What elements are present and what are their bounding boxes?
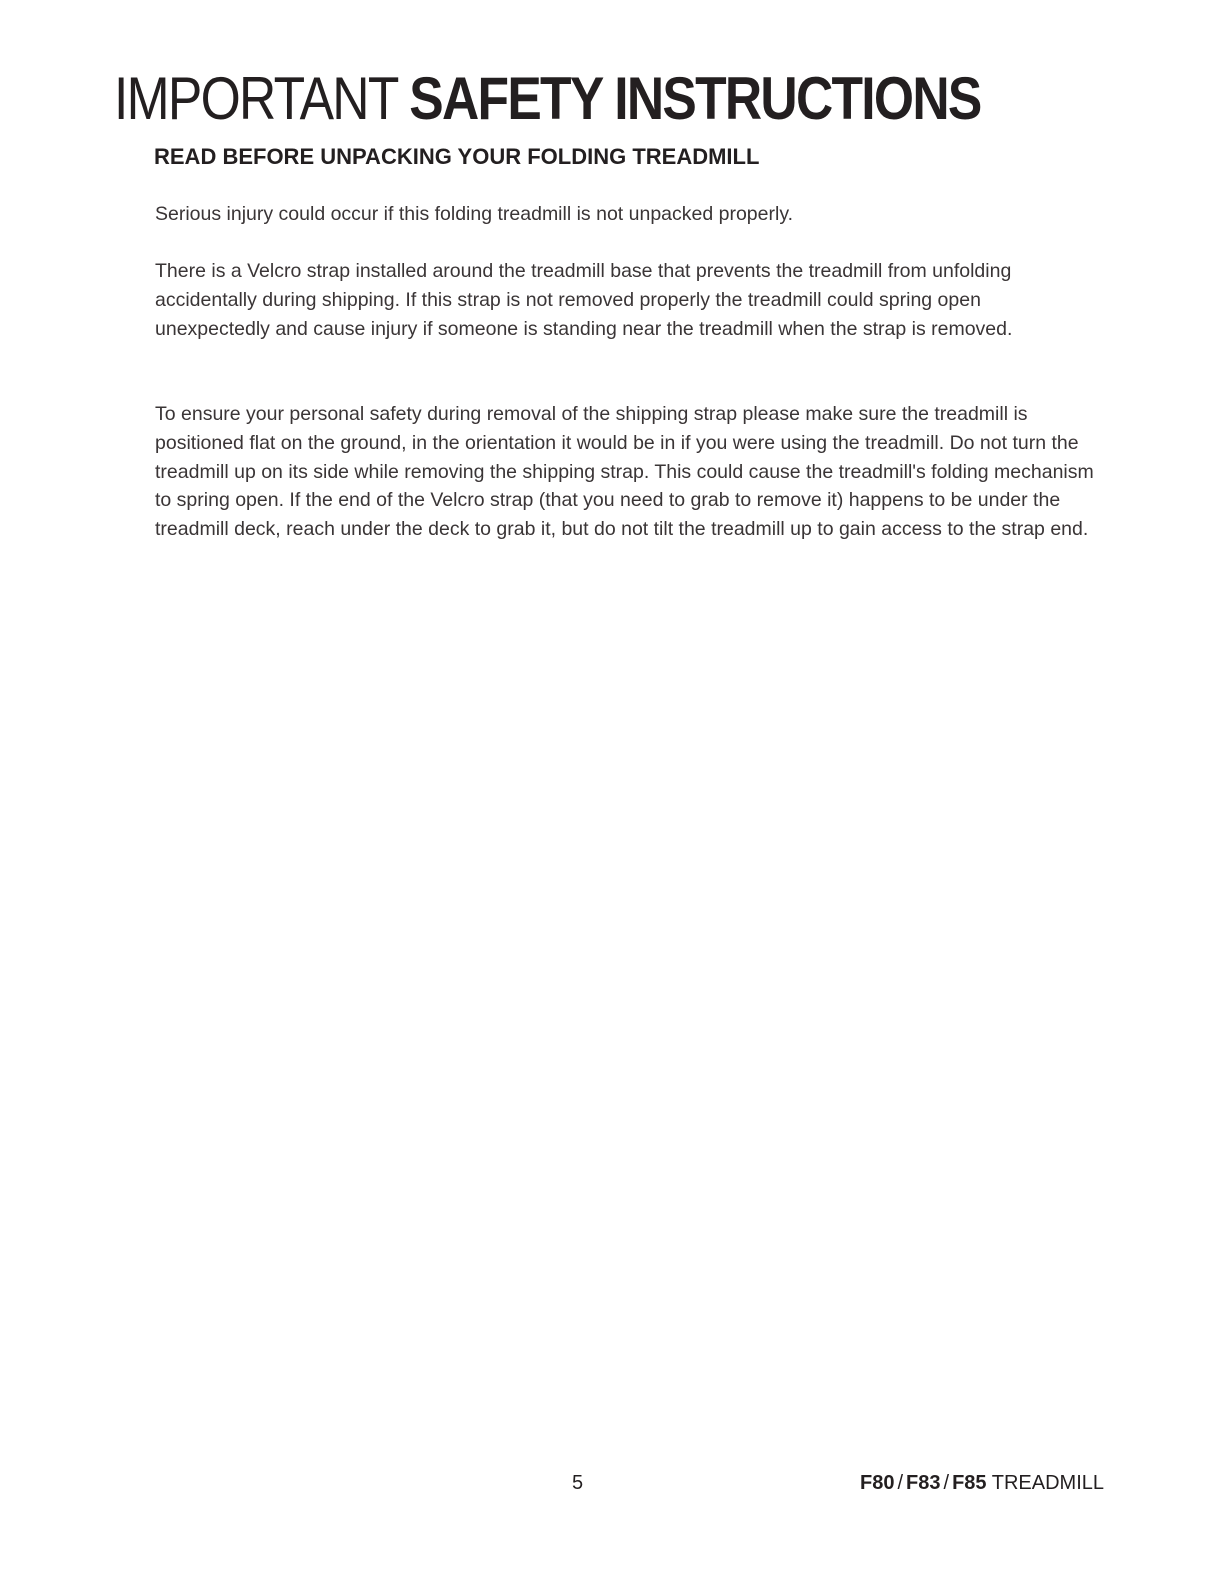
model-f83: F83 xyxy=(906,1472,941,1494)
paragraph-velcro-strap: There is a Velcro strap installed around the treadmill base that prevents the treadmill from unfolding accidentally during shipping. If this strap is not removed properly the treadmill could spring open unexpectedly and cause injury if someone is standing near the treadmill when the strap is removed. xyxy=(155,260,1013,340)
page-title-light: IMPORTANT xyxy=(114,65,397,132)
model-separator: / xyxy=(943,1472,950,1494)
model-f80: F80 xyxy=(860,1472,895,1494)
model-separator: / xyxy=(897,1472,904,1494)
paragraph-warning: Serious injury could occur if this folding treadmill is not unpacked properly. xyxy=(155,203,794,225)
page-title xyxy=(114,66,981,132)
page-number: 5 xyxy=(572,1472,584,1494)
footer-model-label xyxy=(860,1470,1104,1496)
section-heading: READ BEFORE UNPACKING YOUR FOLDING TREADMILL xyxy=(154,144,760,169)
model-f85: F85 xyxy=(952,1472,987,1494)
paragraph-removal-instructions: To ensure your personal safety during removal of the shipping strap please make sure the treadmill is positioned flat on the ground, in the orientation it would be in if you were using the treadmill. Do not turn the treadmill up on its side while removing the shipping strap. This could cause the treadmill's folding mechanism to spring open. If the end of the Velcro strap (that you need to grab to remove it) happens to be under the treadmill deck, reach under the deck to grab it, but do not tilt the treadmill up to gain access to the strap end. xyxy=(155,403,1094,541)
product-name: TREADMILL xyxy=(991,1472,1104,1494)
page-title-bold: SAFETY INSTRUCTIONS xyxy=(409,65,981,132)
